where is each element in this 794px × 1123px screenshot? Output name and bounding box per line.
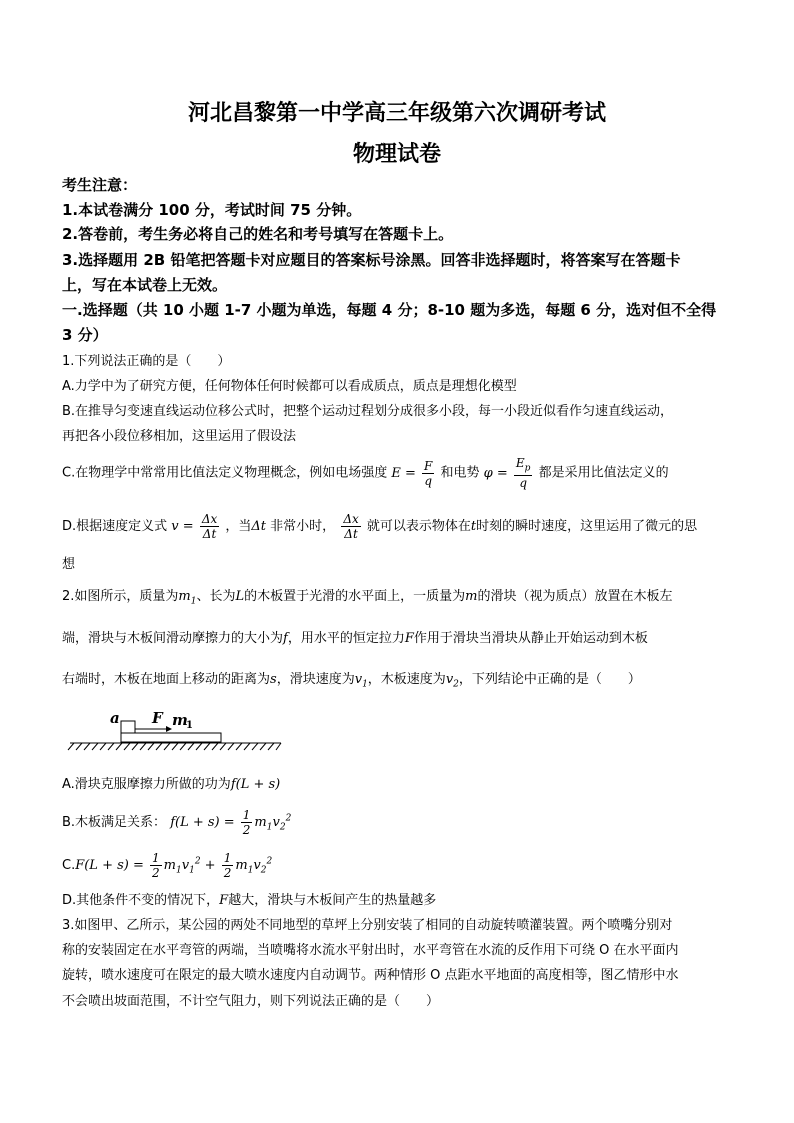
- q2-a-text: A.滑块克服摩擦力所做的功为: [62, 777, 231, 792]
- q2-b-text: B.木板满足关系：: [62, 815, 167, 830]
- q2-figure: [66, 703, 286, 755]
- section-heading-cont: 3 分）: [62, 326, 108, 344]
- q2-c-text: C.: [62, 858, 76, 873]
- q2-text-6: ，用水平的恒定拉力: [287, 631, 405, 646]
- q2-text-2: 、长为: [196, 589, 236, 604]
- q2-option-d: [62, 889, 436, 908]
- q2-option-c: [62, 851, 272, 880]
- q2-text-5: 端，滑块与木板间滑动摩擦力的大小为: [62, 631, 284, 646]
- notice-heading: 考生注意：: [62, 176, 138, 194]
- q1-d-formula-ratio: $\frac{\Delta x}{\Delta t}$: [343, 512, 359, 541]
- q1-stem: 1.下列说法正确的是（ ）: [62, 354, 231, 369]
- q1-c-text-3: 都是采用比值法定义的: [538, 465, 669, 481]
- q2-m1: $m_1$: [178, 589, 197, 607]
- q1-option-a: A.力学中为了研究方便，任何物体任何时候都可以看成质点，质点是理想化模型: [62, 379, 517, 394]
- q1-d-text-4: 就可以表示物体在: [366, 519, 471, 534]
- q2-v2: $v_2$: [445, 672, 459, 690]
- q1-d-text-1: D.根据速度定义式: [62, 519, 168, 534]
- q2-line-2: [62, 627, 648, 646]
- q2-text-8: 右端时，木板在地面上移动的距离为: [62, 672, 271, 687]
- q3-line-3: 旋转，喷水速度可在限定的最大喷水速度内自动调节。两种情形 O 点距水平地面的高度相等，图乙情形中水: [62, 968, 679, 983]
- q2-text-10: ，木板速度为: [367, 672, 446, 687]
- q2-line-3: [62, 668, 641, 690]
- q2-c-formula: F(L + s) = $\frac{1}{2}$ $m_1v_1^2$ + $\frac{1}{2}$ $m_1v_2^2$: [75, 851, 273, 880]
- q2-text-11: ，下列结论中正确的是（ ）: [458, 672, 641, 687]
- exam-title: 河北昌黎第一中学高三年级第六次调研考试: [187, 100, 606, 126]
- q1-c-text-1: C.在物理学中常常用比值法定义物理概念，例如电场强度: [62, 465, 388, 481]
- q1-option-b: B.在推导匀变速直线运动位移公式时，把整个运动过程划分成很多小段，每一小段近似看作匀速直线运动，: [62, 404, 674, 419]
- q2-d-text-1: D.其他条件不变的情况下，: [62, 893, 220, 908]
- q2-L: L: [235, 589, 245, 604]
- q1-d-t: t: [470, 519, 477, 534]
- q1-c-formula-e: E = $\frac{F}{q}$: [391, 458, 433, 488]
- q2-f: f: [283, 631, 288, 646]
- label-m: m: [172, 711, 188, 729]
- q1-c-formula-phi: φ = $\frac{E_p}{q}$: [483, 456, 531, 491]
- q2-option-a: [62, 773, 280, 792]
- q2-d-F: F: [219, 893, 229, 908]
- q2-d-text-2: 越大，滑块与木板间产生的热量越多: [228, 893, 437, 908]
- q2-a-formula: f(L + s): [230, 777, 281, 792]
- notice-item-3-cont: 上，写在本试卷上无效。: [62, 276, 228, 294]
- q3-line-2: 称的安装固定在水平弯管的两端，当喷嘴将水流水平射出时，水平弯管在水流的反作用下可绕 O 在水平面内: [62, 943, 679, 958]
- q1-option-d: [62, 512, 697, 541]
- q2-text-1: 2.如图所示，质量为: [62, 589, 179, 604]
- q1-d-formula-v: v = $\frac{\Delta x}{\Delta t}$: [171, 512, 218, 541]
- q2-option-b: [62, 808, 291, 837]
- notice-item-3: 3.选择题用 2B 铅笔把答题卡对应题目的答案标号涂黑。回答非选择题时，将答案写在答题卡: [62, 251, 681, 269]
- section-heading: 一.选择题（共 10 小题 1-7 小题为单选，每题 4 分；8-10 题为多选，每题 6 分，选对但不全得: [62, 301, 717, 319]
- q3-line-4: 不会喷出坡面范围，不计空气阻力，则下列说法正确的是（ ）: [62, 994, 440, 1009]
- q2-m: m: [465, 589, 478, 604]
- q1-d-dt: Δt: [251, 519, 267, 534]
- notice-item-2: 2.答卷前，考生务必将自己的姓名和考号填写在答题卡上。: [62, 225, 454, 243]
- label-a: a: [110, 709, 120, 727]
- q1-d-text-2: ，当: [225, 519, 252, 534]
- q2-text-3: 的木板置于光滑的水平面上，一质量为: [244, 589, 466, 604]
- label-F: F: [152, 709, 163, 727]
- ground-hatch: [68, 743, 281, 750]
- q2-text-4: 的滑块（视为质点）放置在木板左: [477, 589, 673, 604]
- block-rect: [121, 721, 135, 733]
- q1-c-text-2: 和电势: [440, 465, 480, 481]
- exam-subtitle: 物理试卷: [352, 141, 441, 167]
- q2-F: F: [404, 631, 414, 646]
- q1-option-d-cont: 想: [62, 557, 76, 572]
- q2-text-7: 作用于滑块当滑块从静止开始运动到木板: [413, 631, 648, 646]
- q3-line-1: 3.如图甲、乙所示，某公园的两处不同地型的草坪上分别安装了相同的自动旋转喷灌装置。两个喷嘴分别对: [62, 918, 673, 933]
- q1-d-text-3: 非常小时，: [270, 519, 336, 534]
- q1-option-c: [62, 456, 669, 490]
- q2-line-1: [62, 585, 672, 607]
- board-rect: [121, 733, 221, 742]
- q2-s: s: [270, 672, 277, 687]
- q2-v1: $v_1$: [354, 672, 368, 690]
- notice-item-1: 1.本试卷满分 100 分，考试时间 75 分钟。: [62, 201, 362, 219]
- q1-d-text-5: 时刻的瞬时速度，这里运用了微元的思: [476, 519, 698, 534]
- q1-option-b-cont: 再把各小段位移相加，这里运用了假设法: [62, 429, 297, 444]
- q2-text-9: ，滑块速度为: [276, 672, 355, 687]
- q2-b-formula: f(L + s) = $\frac{1}{2}$ $m_1v_2^2$: [166, 808, 292, 837]
- label-m-sub: 1: [186, 720, 193, 731]
